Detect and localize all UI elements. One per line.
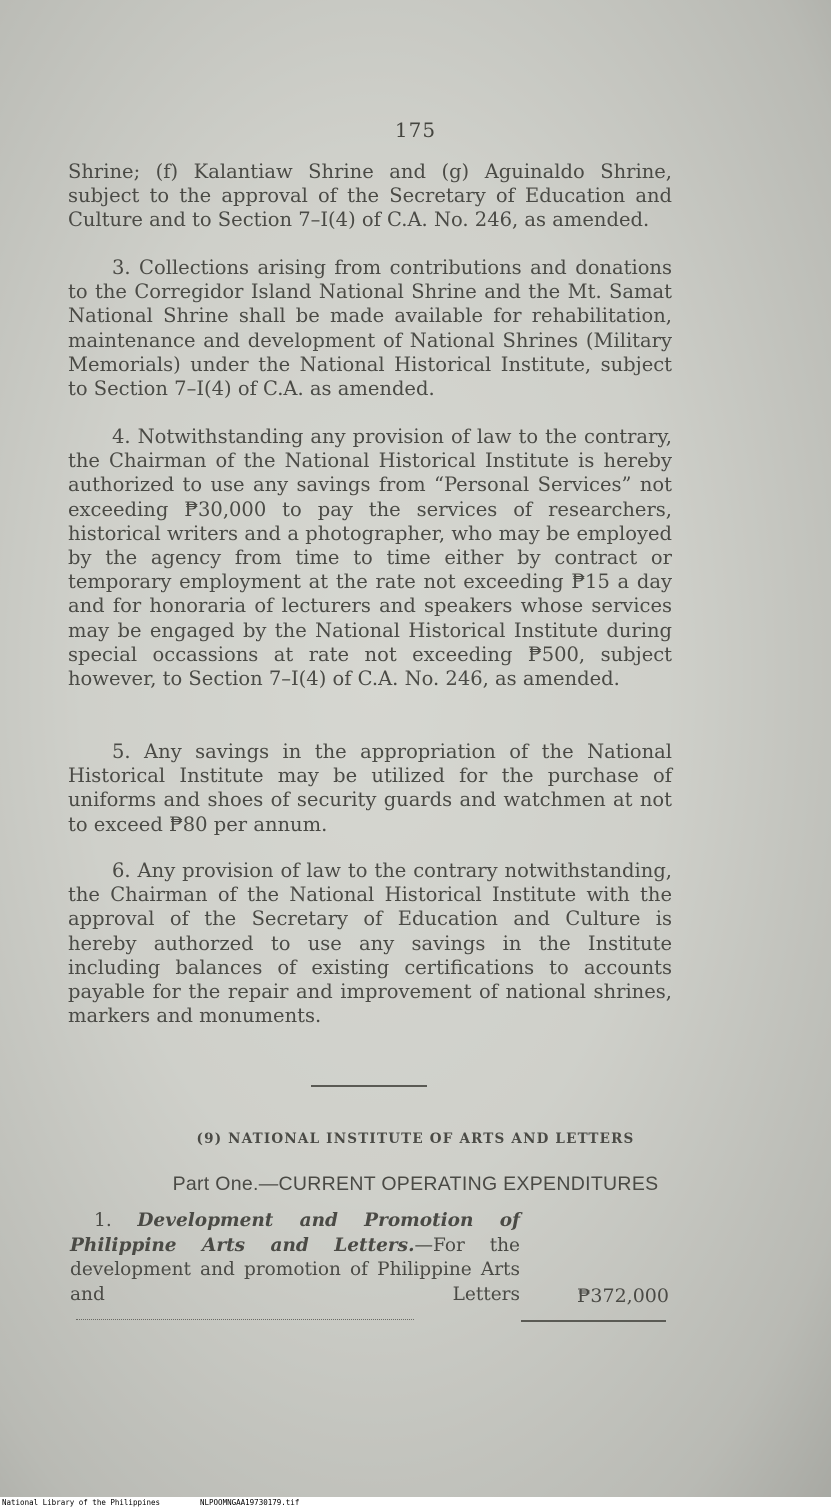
section-heading: (9) NATIONAL INSTITUTE OF ARTS AND LETTERS (196, 1131, 635, 1147)
footer-filename: NLPOOMNGAA19730179.tif (200, 1498, 300, 1507)
amount-underline (521, 1320, 666, 1322)
expenditure-item (70, 1209, 520, 1332)
paragraph-3: 3. Collections arising from contributions and donations to the Corregidor Island National Shrine and the Mt. Samat National Shrine shall be made available for rehabilitation, maintenance and development of National Shrines (Military Memorials) under the National Historical Institute, subject to Section 7–I(4) of C.A. as amended. (68, 256, 672, 401)
paragraph-continuation: Shrine; (f) Kalantiaw Shrine and (g) Aguinaldo Shrine, subject to the approval of the Secretary of Education and Culture and to Section 7–I(4) of C.A. No. 246, as amended. (68, 160, 672, 232)
paragraph-4: 4. Notwithstanding any provision of law to the contrary, the Chairman of the National Historical Institute is hereby authorized to use any savings from “Personal Services” not exceeding ₱30,000 to pay the services of researchers, historical writers and a photographer, who may be employed by the agency from time to time either by contract or temporary employment at the rate not exceeding ₱15 a day and for honoraria of lecturers and speakers whose services may be engaged by the National Historical Institute during special occassions at rate not exceeding ₱500, subject however, to Section 7–I(4) of C.A. No. 246, as amended. (68, 425, 672, 691)
item-title: Development and Promotion of Philippine Arts and Letters. (70, 1210, 520, 1256)
item-description: —For the development and promotion of Philippine Arts and Letters (70, 1234, 520, 1305)
page-number: 175 (394, 118, 437, 142)
paragraph-5: 5. Any savings in the appropriation of the National Historical Institute may be utilized for the purchase of uniforms and shoes of security guards and watchmen at not to exceed ₱80 per annum. (68, 740, 672, 836)
item-amount: ₱372,000 (577, 1285, 669, 1307)
leader-dots (76, 1319, 414, 1320)
item-number: 1. (94, 1210, 112, 1231)
section-divider (311, 1085, 427, 1087)
footer-library: National Library of the Philippines (2, 1498, 161, 1507)
paragraph-6: 6. Any provision of law to the contrary notwithstanding, the Chairman of the National Historical Institute with the approval of the Secretary of Education and Culture is hereby authorzed to use any savings in the Institute including balances of existing certifications to accounts payable for the repair and improvement of national shrines, markers and monuments. (68, 859, 672, 1028)
scan-footer (0, 1497, 831, 1508)
part-heading: Part One.—CURRENT OPERATING EXPENDITURES (172, 1173, 659, 1195)
